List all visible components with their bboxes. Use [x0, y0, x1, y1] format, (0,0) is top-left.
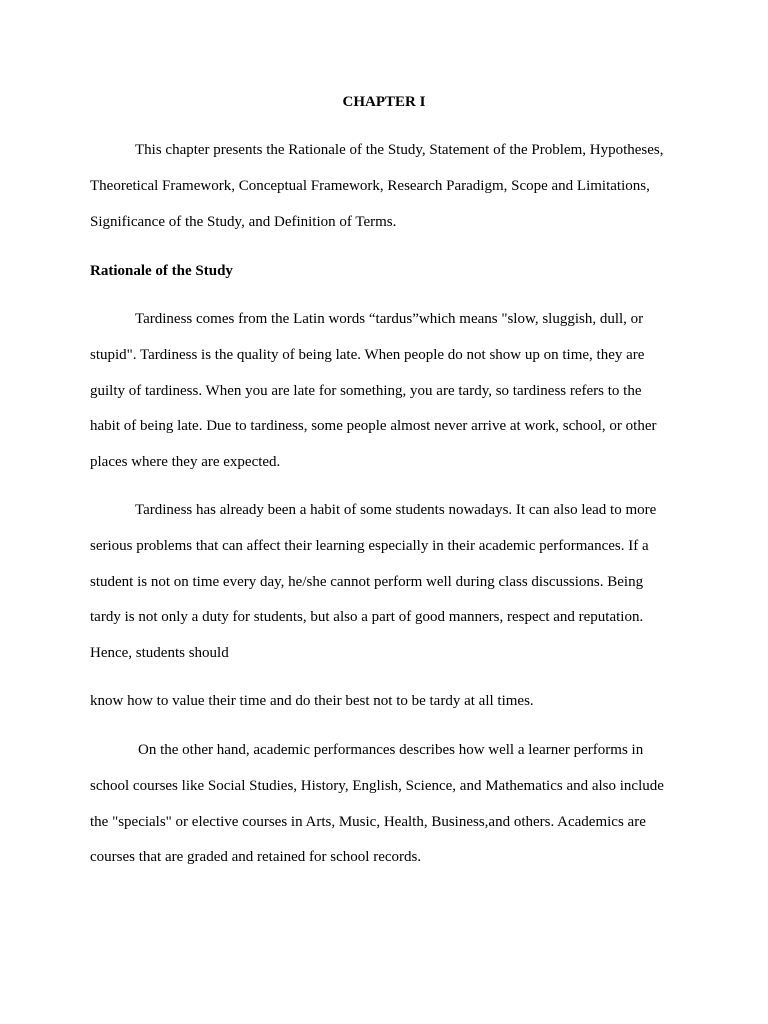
chapter-title: CHAPTER I	[342, 94, 426, 110]
paragraph-line: Tardiness has already been a habit of some students nowadays. It can also lead to more	[135, 502, 657, 518]
paragraph-line: This chapter presents the Rationale of the Study, Statement of the Problem, Hypotheses,	[135, 142, 664, 158]
paragraph-line: guilty of tardiness. When you are late for something, you are tardy, so tardiness refers to the	[90, 382, 642, 399]
rationale-paragraph-1	[90, 302, 676, 481]
paragraph-line: On the other hand, academic performances describes how well a learner performs in	[138, 742, 644, 758]
paragraph-line: the "specials" or elective courses in Arts, Music, Health, Business,and others. Academics are	[90, 813, 646, 830]
paragraph-line: Tardiness comes from the Latin words “tardus”which means "slow, sluggish, dull, or	[135, 311, 644, 327]
paragraph-line: Significance of the Study, and Definition of Terms.	[90, 213, 397, 230]
intro-paragraph	[90, 133, 676, 240]
paragraph-line: stupid". Tardiness is the quality of being late. When people do not show up on time, they are	[90, 346, 645, 363]
rationale-paragraph-2	[90, 493, 676, 672]
paragraph-line: know how to value their time and do their best not to be tardy at all times.	[90, 693, 534, 709]
paragraph-line: places where they are expected.	[90, 454, 281, 471]
paragraph-line: serious problems that can affect their learning especially in their academic performances. If a	[90, 537, 649, 554]
paragraph-line: Hence, students should	[90, 645, 229, 662]
paragraph-line: student is not on time every day, he/she cannot perform well during class discussions. Being	[90, 573, 644, 590]
paragraph-line: tardy is not only a duty for students, but also a part of good manners, respect and reputation.	[90, 609, 644, 626]
paragraph-line: habit of being late. Due to tardiness, some people almost never arrive at work, school, or other	[90, 418, 657, 435]
paragraph-line: Theoretical Framework, Conceptual Framework, Research Paradigm, Scope and Limitations,	[90, 177, 650, 194]
paragraph-line: courses that are graded and retained for school records.	[90, 849, 422, 866]
rationale-paragraph-3	[90, 684, 676, 720]
paragraph-line: school courses like Social Studies, History, English, Science, and Mathematics and also include	[90, 777, 664, 794]
rationale-paragraph-4	[90, 733, 676, 876]
section-heading: Rationale of the Study	[90, 263, 233, 279]
